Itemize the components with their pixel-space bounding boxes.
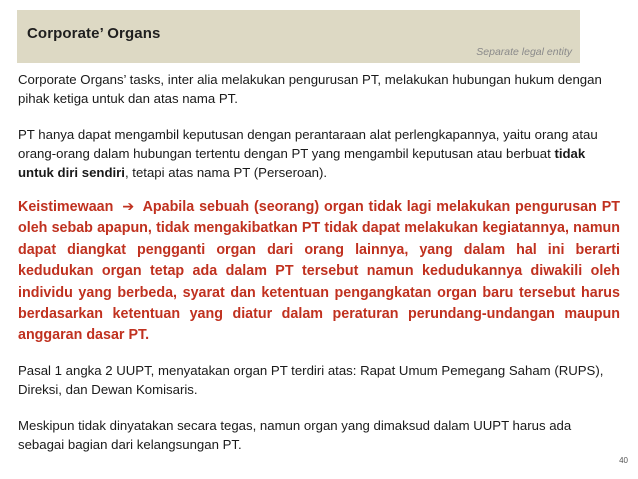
paragraph-decisions-text-end: , tetapi atas nama PT (Perseroan).	[124, 165, 328, 180]
slide-body	[18, 70, 620, 454]
paragraph-meskipun: Meskipun tidak dinyatakan secara tegas, namun organ yang dimaksud dalam UUPT harus ada sebagai bagian dari kelangsungan PT.	[18, 417, 572, 452]
paragraph-tasks: Corporate Organs’ tasks, inter alia melakukan pengurusan PT, melakukan hubungan hukum dengan pihak ketiga untuk dan atas nama PT.	[18, 72, 602, 106]
slide-title: Corporate’ Organs	[27, 25, 161, 42]
paragraph-decisions-text-start: PT hanya dapat mengambil keputusan dengan perantaraan alat perlengkapannya, yaitu orang atau orang-orang dalam hubungan tertentu dengan PT yang mengambil keputusan atau berbuat	[18, 127, 598, 161]
keistimewaan-text: Apabila sebuah (seorang) organ tidak lagi melakukan pengurusan PT oleh sebab apapun, tidak mengakibatkan PT tidak dapat melakukan kegiatannya, namun dapat diangkat pengganti organ dari orang lainnya, yang dalam hal ini berarti kedudukan organ tetap ada dalam PT tersebut namun kedudukannya diwakili oleh individu yang berbeda, syarat dan ketentuan pengangkatan organ baru tersebut harus berdasarkan ketentuan yang diatur dalam peraturan perundang-undangan maupun anggaran dasar PT.	[18, 199, 620, 344]
keistimewaan-label: Keistimewaan	[18, 199, 114, 215]
paragraph-decisions	[18, 125, 620, 182]
slide-header-band	[17, 10, 580, 63]
right-arrow-icon: ➔	[122, 199, 135, 215]
paragraph-keistimewaan	[18, 197, 620, 347]
paragraph-decisions-emphasis: tidak untuk diri sendiri	[18, 146, 586, 180]
slide-subtitle: Separate legal entity	[476, 46, 572, 58]
paragraph-pasal: Pasal 1 angka 2 UUPT, menyatakan organ PT terdiri atas: Rapat Umum Pemegang Saham (RUPS), Direksi, dan Dewan Komisaris.	[18, 362, 604, 397]
page-number: 40	[619, 456, 628, 465]
